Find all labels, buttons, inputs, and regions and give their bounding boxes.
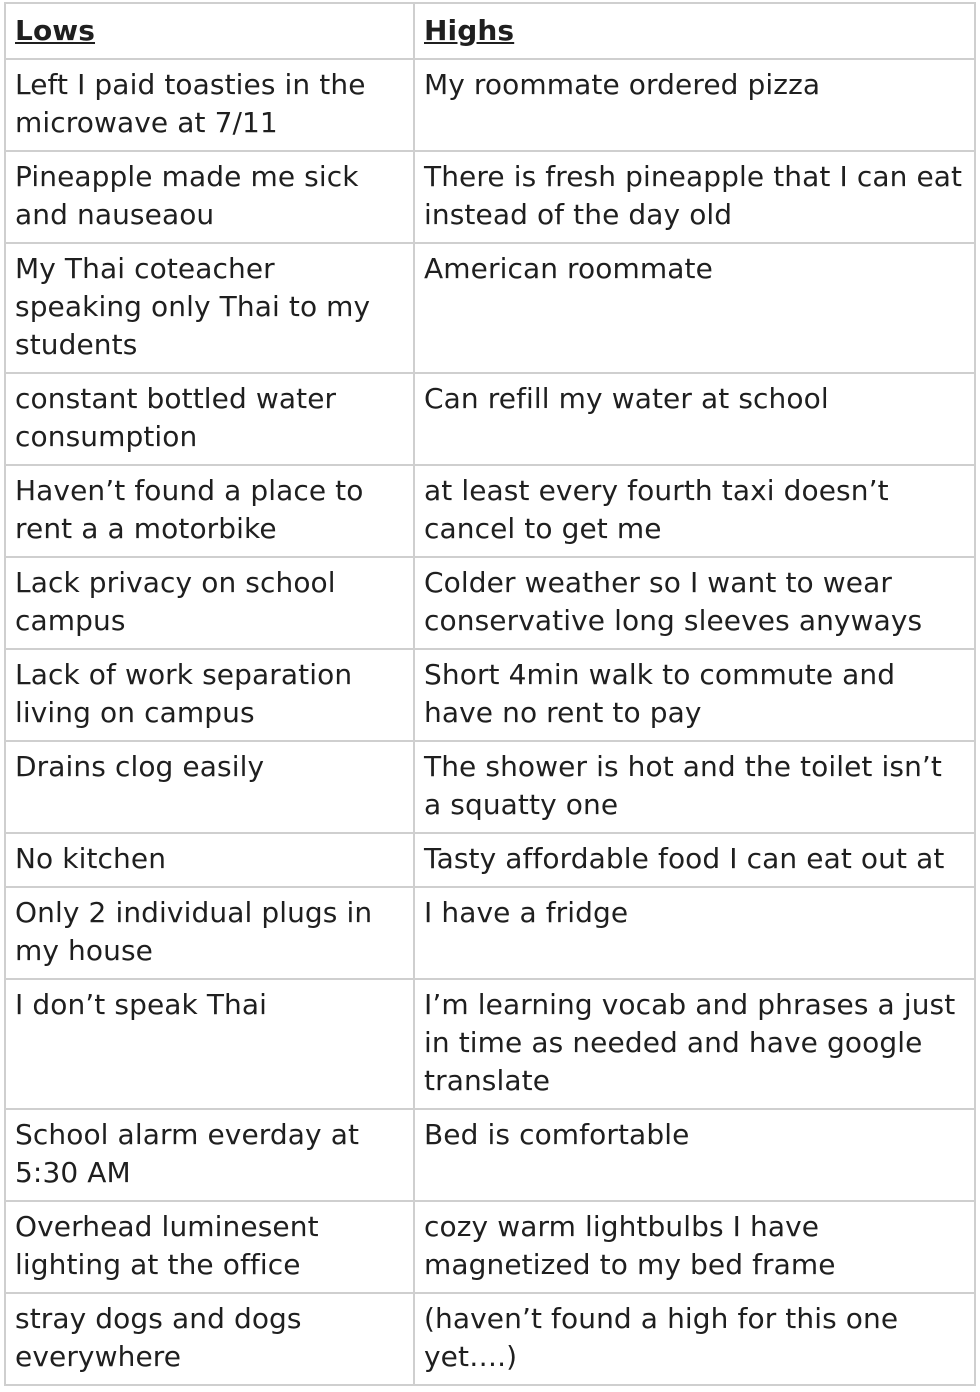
high-cell: Bed is comfortable [414,1109,975,1201]
table-row [5,557,975,649]
table-row [5,649,975,741]
low-cell: School alarm everday at 5:30 AM [5,1109,414,1201]
table-row [5,1109,975,1201]
low-cell: stray dogs and dogs everywhere [5,1293,414,1385]
high-cell: My roommate ordered pizza [414,59,975,151]
high-cell: Colder weather so I want to wear conservative long sleeves anyways [414,557,975,649]
low-cell: Only 2 individual plugs in my house [5,887,414,979]
high-cell: American roommate [414,243,975,373]
low-cell: Haven’t found a place to rent a a motorbike [5,465,414,557]
table-row [5,243,975,373]
low-cell: I don’t speak Thai [5,979,414,1109]
table-row [5,887,975,979]
table-row [5,1293,975,1385]
low-cell: Pineapple made me sick and nauseaou [5,151,414,243]
table-row [5,1201,975,1293]
table-row [5,373,975,465]
low-cell: Drains clog easily [5,741,414,833]
high-cell: I’m learning vocab and phrases a just in time as needed and have google translate [414,979,975,1109]
low-cell: Overhead luminesent lighting at the office [5,1201,414,1293]
lows-highs-table [4,2,976,1386]
table-row [5,741,975,833]
high-cell: cozy warm lightbulbs I have magnetized to my bed frame [414,1201,975,1293]
high-cell: There is fresh pineapple that I can eat instead of the day old [414,151,975,243]
low-cell: constant bottled water consumption [5,373,414,465]
table-row [5,59,975,151]
table-row [5,979,975,1109]
table-row [5,151,975,243]
low-cell: My Thai coteacher speaking only Thai to my students [5,243,414,373]
table-row [5,465,975,557]
high-cell: Can refill my water at school [414,373,975,465]
high-cell: I have a fridge [414,887,975,979]
highs-header: Highs [414,3,975,59]
lows-header: Lows [5,3,414,59]
low-cell: Lack privacy on school campus [5,557,414,649]
high-cell: Short 4min walk to commute and have no rent to pay [414,649,975,741]
low-cell: No kitchen [5,833,414,887]
header-row [5,3,975,59]
high-cell: (haven’t found a high for this one yet….) [414,1293,975,1385]
high-cell: Tasty affordable food I can eat out at [414,833,975,887]
low-cell: Lack of work separation living on campus [5,649,414,741]
low-cell: Left I paid toasties in the microwave at 7/11 [5,59,414,151]
high-cell: at least every fourth taxi doesn’t cancel to get me [414,465,975,557]
table-row [5,833,975,887]
high-cell: The shower is hot and the toilet isn’t a squatty one [414,741,975,833]
